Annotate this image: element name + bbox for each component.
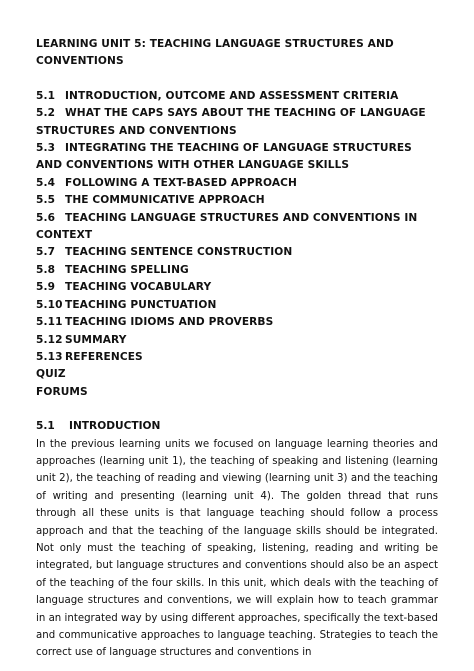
toc-text: TEACHING SPELLING <box>65 263 189 276</box>
toc-text: REFERENCES <box>65 350 143 363</box>
toc-number: 5.9 <box>36 281 56 294</box>
toc-text: TEACHING SENTENCE CONSTRUCTION <box>65 246 293 259</box>
toc-item <box>36 88 438 105</box>
section-title: INTRODUCTION <box>69 420 161 433</box>
toc-item <box>36 314 438 331</box>
toc-item <box>36 140 438 175</box>
toc-text: TEACHING IDIOMS AND PROVERBS <box>65 316 274 329</box>
toc-item <box>36 244 438 261</box>
toc-number: 5.3 <box>36 142 56 155</box>
toc-item <box>36 297 438 314</box>
toc-text: FORUMS <box>36 385 88 398</box>
section-heading <box>36 418 438 435</box>
toc-text: WHAT THE CAPS SAYS ABOUT THE TEACHING OF LANGUAGE STRUCTURES AND CONVENTIONS <box>36 107 426 137</box>
unit-title: LEARNING UNIT 5: TEACHING LANGUAGE STRUCTURES AND CONVENTIONS <box>36 38 394 68</box>
toc-item <box>36 192 438 209</box>
table-of-contents <box>36 88 438 401</box>
toc-text: QUIZ <box>36 368 66 381</box>
toc-number: 5.8 <box>36 263 56 276</box>
toc-number: 5.13 <box>36 350 63 363</box>
toc-text: TEACHING VOCABULARY <box>65 281 212 294</box>
toc-item <box>36 279 438 296</box>
toc-item <box>36 332 438 349</box>
toc-number: 5.10 <box>36 298 63 311</box>
section-number: 5.1 <box>36 420 55 433</box>
toc-item-forums <box>36 384 438 401</box>
toc-text: SUMMARY <box>65 333 127 346</box>
toc-number: 5.7 <box>36 246 56 259</box>
toc-number: 5.1 <box>36 89 56 102</box>
toc-number: 5.12 <box>36 333 63 346</box>
toc-text: INTRODUCTION, OUTCOME AND ASSESSMENT CRITERIA <box>65 89 399 102</box>
toc-number: 5.2 <box>36 107 56 120</box>
toc-text: INTEGRATING THE TEACHING OF LANGUAGE STRUCTURES AND CONVENTIONS WITH OTHER LANGUAGE SKILLS <box>36 142 412 172</box>
toc-item <box>36 105 438 140</box>
toc-text: FOLLOWING A TEXT-BASED APPROACH <box>65 176 297 189</box>
toc-number: 5.5 <box>36 194 56 207</box>
toc-text: THE COMMUNICATIVE APPROACH <box>65 194 265 207</box>
toc-number: 5.11 <box>36 316 63 329</box>
toc-item <box>36 262 438 279</box>
toc-number: 5.6 <box>36 211 56 224</box>
document-page <box>36 36 438 662</box>
toc-text: TEACHING PUNCTUATION <box>65 298 217 311</box>
toc-item <box>36 210 438 245</box>
toc-text: TEACHING LANGUAGE STRUCTURES AND CONVENTIONS IN CONTEXT <box>36 211 418 242</box>
toc-item <box>36 349 438 366</box>
body-paragraph: In the previous learning units we focused on language learning theories and approaches (learning unit 1), the teaching of speaking and listening (learning unit 2), the teaching of reading and viewing (learning unit 3) and the teaching of writing and presenting (learning unit 4). The golden thread that runs through all these units is that language teaching should follow a process approach and that the teaching of the language skills should be integrated. Not only must the teaching of speaking, listening, reading and writing be integrated, but language structures and conventions should also be an aspect of the teaching of the four skills. In this unit, which deals with the teaching of language structures and conventions, we will explain how to teach grammar in an integrated way by using different approaches, specifically the text-based and communicative approaches to language teaching. Strategies to teach the correct use of language structures and conventions in <box>36 438 438 659</box>
toc-item <box>36 175 438 192</box>
toc-number: 5.4 <box>36 176 56 189</box>
toc-item-quiz <box>36 366 438 383</box>
